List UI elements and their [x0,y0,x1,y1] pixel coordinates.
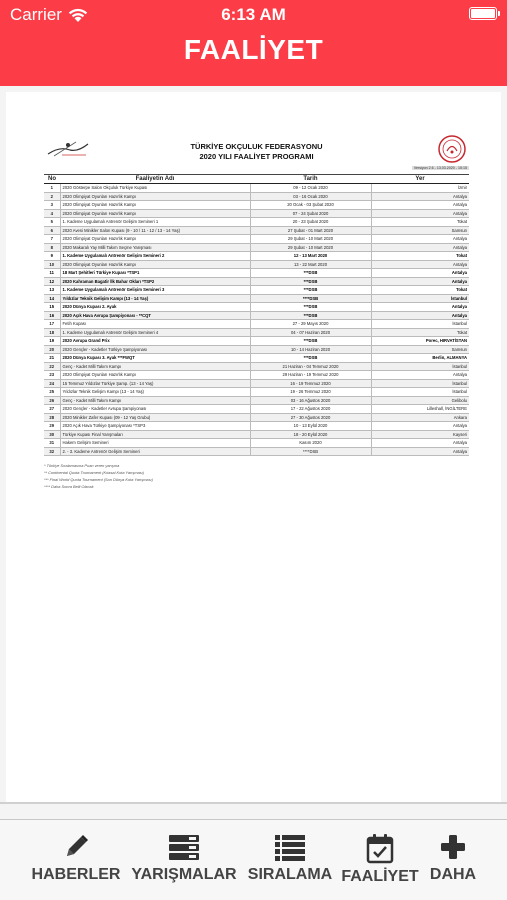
table-row [44,286,469,295]
cell-name: 2020 Açık Hava Türkiye Şampiyonası *TSP3 [60,422,250,431]
horizontal-scrollbar[interactable] [0,802,507,804]
cell-name: Yıldızlar Teknik Gelişim Kampı (13 - 14 Yaş) [60,388,250,397]
cell-place: Samsun [371,345,469,354]
cell-date: 09 - 12 Ocak 2020 [250,184,371,193]
cell-no: 13 [44,286,60,295]
table-header-row [44,175,469,184]
table-row [44,218,469,227]
cell-date: ***DSB [250,303,371,312]
cell-place: İzmir [371,184,469,193]
cell-name: 2020 Olimpiyat Oyunları Hazırlık Kampı [60,260,250,269]
cell-no: 18 [44,328,60,337]
navigation-header [0,0,507,86]
table-row [44,209,469,218]
cell-no: 20 [44,345,60,354]
cell-no: 4 [44,209,60,218]
cell-date: ***DSB [250,311,371,320]
cell-date: ***DSB [250,277,371,286]
cell-name: 2020 Açık Hava Avrupa Şampiyonası - **CQT [60,311,250,320]
cell-name: Yıldızlar Teknik Gelişim Kampı (13 - 14 Yaş) [60,294,250,303]
cell-name: 2020 Olimpiyat Oyunları Hazırlık Kampı [60,201,250,210]
cell-no: 2 [44,192,60,201]
cell-name: 2020 Dünya Kupası 2. Ayak [60,303,250,312]
table-row [44,422,469,431]
cell-place: Ankara [371,413,469,422]
cell-name: 2020 Gençler - Kadetler Türkiye Şampiyonası [60,345,250,354]
cell-place: Samsun [371,226,469,235]
cell-place: Antalya [371,422,469,431]
footnote: * Türkiye Sıralamasına Puan veren yarışma [44,463,120,468]
cell-date: 19 - 26 Temmuz 2020 [250,388,371,397]
list-icon [273,832,307,862]
cell-date: ***DSB [250,337,371,346]
cell-name: 2020 Makaralı Yay Milli Takım Seçme Yarışması [60,243,250,252]
cell-place: Tokat [371,252,469,261]
column-header-place: Yer [371,175,469,184]
page-title: FAALİYET [183,34,324,65]
table-row [44,243,469,252]
cell-place: Antalya [371,311,469,320]
cell-no: 32 [44,447,60,456]
tab-label: SIRALAMA [247,866,333,883]
cell-place: Antalya [371,269,469,278]
cell-name: Fetih Kupası [60,320,250,329]
cell-name: Genç - Kadet Milli Takım Kampı [60,396,250,405]
cell-place: Lilleshall, İNGİLTERE [371,405,469,414]
cell-place: Antalya [371,243,469,252]
cell-no: 7 [44,235,60,244]
table-row [44,192,469,201]
calendar-check-icon [365,832,395,864]
cell-date: 18 - 20 Eylül 2020 [250,430,371,439]
cell-no: 14 [44,294,60,303]
cell-name: 2020 Gençler - Kadetler Avrupa Şampiyonası [60,405,250,414]
tab-siralama[interactable] [244,832,336,884]
table-row [44,439,469,448]
cell-place: Porec, HIRVATİSTAN [371,337,469,346]
cell-place: Gelibolu [371,396,469,405]
cell-name: Hakem Gelişim Semineri [60,439,250,448]
cell-no: 27 [44,405,60,414]
cell-no: 22 [44,362,60,371]
cell-name: 1. Kademe Uygulamalı Antrenör Gelişim Semineri 2 [60,252,250,261]
table-row [44,337,469,346]
pencil-icon [61,832,91,862]
cell-name: Genç - Kadet Milli Takım Kampı [60,362,250,371]
cell-date: 16 - 19 Temmuz 2020 [250,379,371,388]
cell-place: Antalya [371,192,469,201]
cell-place: Kayseri [371,430,469,439]
cell-no: 10 [44,260,60,269]
pdf-viewer[interactable] [0,86,507,819]
document-page[interactable] [6,92,501,804]
cell-name: 2020 Olimpiyat Oyunları Hazırlık Kampı [60,192,250,201]
cell-name: 2020 Olimpiyat Oyunları Hazırlık Kampı [60,371,250,380]
tab-label: DAHA [429,866,477,883]
cell-name: 2020 Dünya Kupası 3. Ayak ***FWQT [60,354,250,363]
cell-name: 1. Kademe Uygulamalı Antrenör Gelişim Semineri 4 [60,328,250,337]
status-bar [0,0,507,30]
footnote: *** Final World Quota Tournament (Son Dünya Kota Yarışması) [44,477,153,482]
cell-no: 25 [44,388,60,397]
table-row [44,328,469,337]
cell-date: 27 - 30 Ağustos 2020 [250,413,371,422]
cell-date: 10 - 13 Eylül 2020 [250,422,371,431]
cell-date: 13 - 22 Mart 2020 [250,260,371,269]
footnotes [44,462,469,490]
tab-haberler[interactable] [30,832,122,884]
column-header-name: Faaliyetin Adı [60,175,250,184]
tab-label: HABERLER [31,866,121,883]
cell-date: 03 - 16 Ocak 2020 [250,192,371,201]
document-header [44,132,469,174]
table-row [44,371,469,380]
tab-yarismalar[interactable] [126,832,242,884]
cell-date: 27 Şubat - 01 Mart 2020 [250,226,371,235]
cell-no: 12 [44,277,60,286]
cell-no: 5 [44,218,60,227]
cell-place: İstanbul [371,379,469,388]
cell-no: 15 [44,303,60,312]
column-header-date: Tarih [250,175,371,184]
table-row [44,311,469,320]
cell-date: 20 - 23 Şubat 2020 [250,218,371,227]
activity-table [44,174,469,456]
cell-no: 24 [44,379,60,388]
tab-faaliyet[interactable] [338,832,422,886]
cell-date: 03 - 16 Ağustos 2020 [250,396,371,405]
cell-name: 2020 Minikler Zafer Kupası (09 - 12 Yaş Grubu) [60,413,250,422]
table-row [44,379,469,388]
tab-daha[interactable] [424,832,482,884]
cell-no: 29 [44,422,60,431]
cell-place: Antalya [371,235,469,244]
version-label: Versiyon 2.6 - 13.03.2020 - 15:15 [413,166,467,170]
table-row [44,277,469,286]
cell-date: 07 - 24 Şubat 2020 [250,209,371,218]
table-row [44,354,469,363]
table-row [44,345,469,354]
cell-name: 2020 Kahraman Bagatir İlk Bahar Okları *TSP2 [60,277,250,286]
cell-date: 04 - 07 Haziran 2020 [250,328,371,337]
cell-name: 2020 Olimpiyat Oyunları Hazırlık Kampı [60,209,250,218]
cell-name: Türkiye Kupası Final Yarışmaları [60,430,250,439]
cell-date: 17 - 22 Ağustos 2020 [250,405,371,414]
cell-place: Tokat [371,328,469,337]
table-row [44,269,469,278]
cell-name: 1. Kademe Uygulamalı Antrenör Gelişim Semineri 3 [60,286,250,295]
cell-no: 6 [44,226,60,235]
cell-name: 2. - 3. Kademe Antrenör Gelişim Semineri [60,447,250,456]
cell-place: Antalya [371,209,469,218]
cell-date: 10 - 14 Haziran 2020 [250,345,371,354]
cell-date: 12 - 13 Mart 2020 [250,252,371,261]
cell-date: 29 Şubat - 10 Mart 2020 [250,243,371,252]
cell-place: İstanbul [371,294,469,303]
tab-label: FAALİYET [341,868,419,885]
cell-no: 23 [44,371,60,380]
table-row [44,396,469,405]
cell-no: 9 [44,252,60,261]
table-row [44,413,469,422]
cell-name: 18 Mart Şehitleri Türkiye Kupası *TSP1 [60,269,250,278]
cell-date: Kasım 2020 [250,439,371,448]
cell-date: 29 Haziran - 19 Temmuz 2020 [250,371,371,380]
table-row [44,235,469,244]
cell-name: 2020 Gösterpe Salon Okçuluk Türkiye Kupası [60,184,250,193]
cell-place: İstanbul [371,320,469,329]
cell-name: 2020 Avrupa Grand Prix [60,337,250,346]
ministry-seal-icon [437,134,467,164]
cell-place: Antalya [371,447,469,456]
tab-label: YARIŞMALAR [131,866,237,883]
status-time: 6:13 AM [221,5,286,24]
cell-date: ***DSB [250,354,371,363]
footnote: ** Continental Quota Tournament (Kıtasal Kota Yarışması) [44,470,145,475]
cell-place: Berlin, ALMANYA [371,354,469,363]
cell-place: Antalya [371,371,469,380]
cell-no: 28 [44,413,60,422]
cell-place: Antalya [371,303,469,312]
cell-no: 31 [44,439,60,448]
table-row [44,320,469,329]
cell-date: 20 Ocak - 03 Şubat 2020 [250,201,371,210]
table-row [44,226,469,235]
table-row [44,260,469,269]
cell-no: 19 [44,337,60,346]
cell-no: 21 [44,354,60,363]
server-list-icon [167,832,201,862]
carrier-label: Carrier [10,5,62,24]
table-row [44,252,469,261]
table-row [44,294,469,303]
footnote: **** Daha Sonra Belli Olacak [44,484,94,489]
table-row [44,362,469,371]
cell-no: 1 [44,184,60,193]
document-content [44,132,469,490]
organization-name: TÜRKİYE OKÇULUK FEDERASYONU [190,142,323,151]
program-title: 2020 YILI FAALİYET PROGRAMI [199,152,314,161]
cell-date: ****DSB [250,447,371,456]
cell-name: 2020 Avesi Minikler Salon Kupası (9 - 10 / 11 - 12 / 13 - 14 Yaş) [60,226,250,235]
cell-no: 30 [44,430,60,439]
cell-date: ***DSB [250,286,371,295]
cell-place: Antalya [371,201,469,210]
cell-name: 2020 Olimpiyat Oyunları Hazırlık Kampı [60,235,250,244]
column-header-no: No [44,175,60,184]
table-row [44,388,469,397]
cell-name: 15 Temmuz Yıldızlar Türkiye Şamp. (13 - 14 Yaş) [60,379,250,388]
cell-place: İstanbul [371,388,469,397]
table-row [44,430,469,439]
cell-place: Antalya [371,260,469,269]
cell-no: 16 [44,311,60,320]
cell-place: Tokat [371,286,469,295]
cell-place: Antalya [371,439,469,448]
cell-no: 17 [44,320,60,329]
table-row [44,447,469,456]
cell-date: 21 Haziran - 04 Temmuz 2020 [250,362,371,371]
table-row [44,201,469,210]
cell-date: ***DSB [250,269,371,278]
table-row [44,184,469,193]
cell-date: 27 - 29 Mayıs 2020 [250,320,371,329]
tab-bar [0,819,507,900]
cell-place: Antalya [371,277,469,286]
cell-place: İstanbul [371,362,469,371]
cell-no: 11 [44,269,60,278]
cell-no: 26 [44,396,60,405]
plus-icon [438,832,468,862]
cell-no: 8 [44,243,60,252]
table-row [44,405,469,414]
table-row [44,303,469,312]
cell-no: 3 [44,201,60,210]
battery-icon [469,7,497,20]
cell-date: 29 Şubat - 10 Mart 2020 [250,235,371,244]
cell-name: 1. Kademe Uygulamalı Antrenör Gelişim Semineri 1 [60,218,250,227]
cell-date: ****DSB [250,294,371,303]
cell-place: Tokat [371,218,469,227]
